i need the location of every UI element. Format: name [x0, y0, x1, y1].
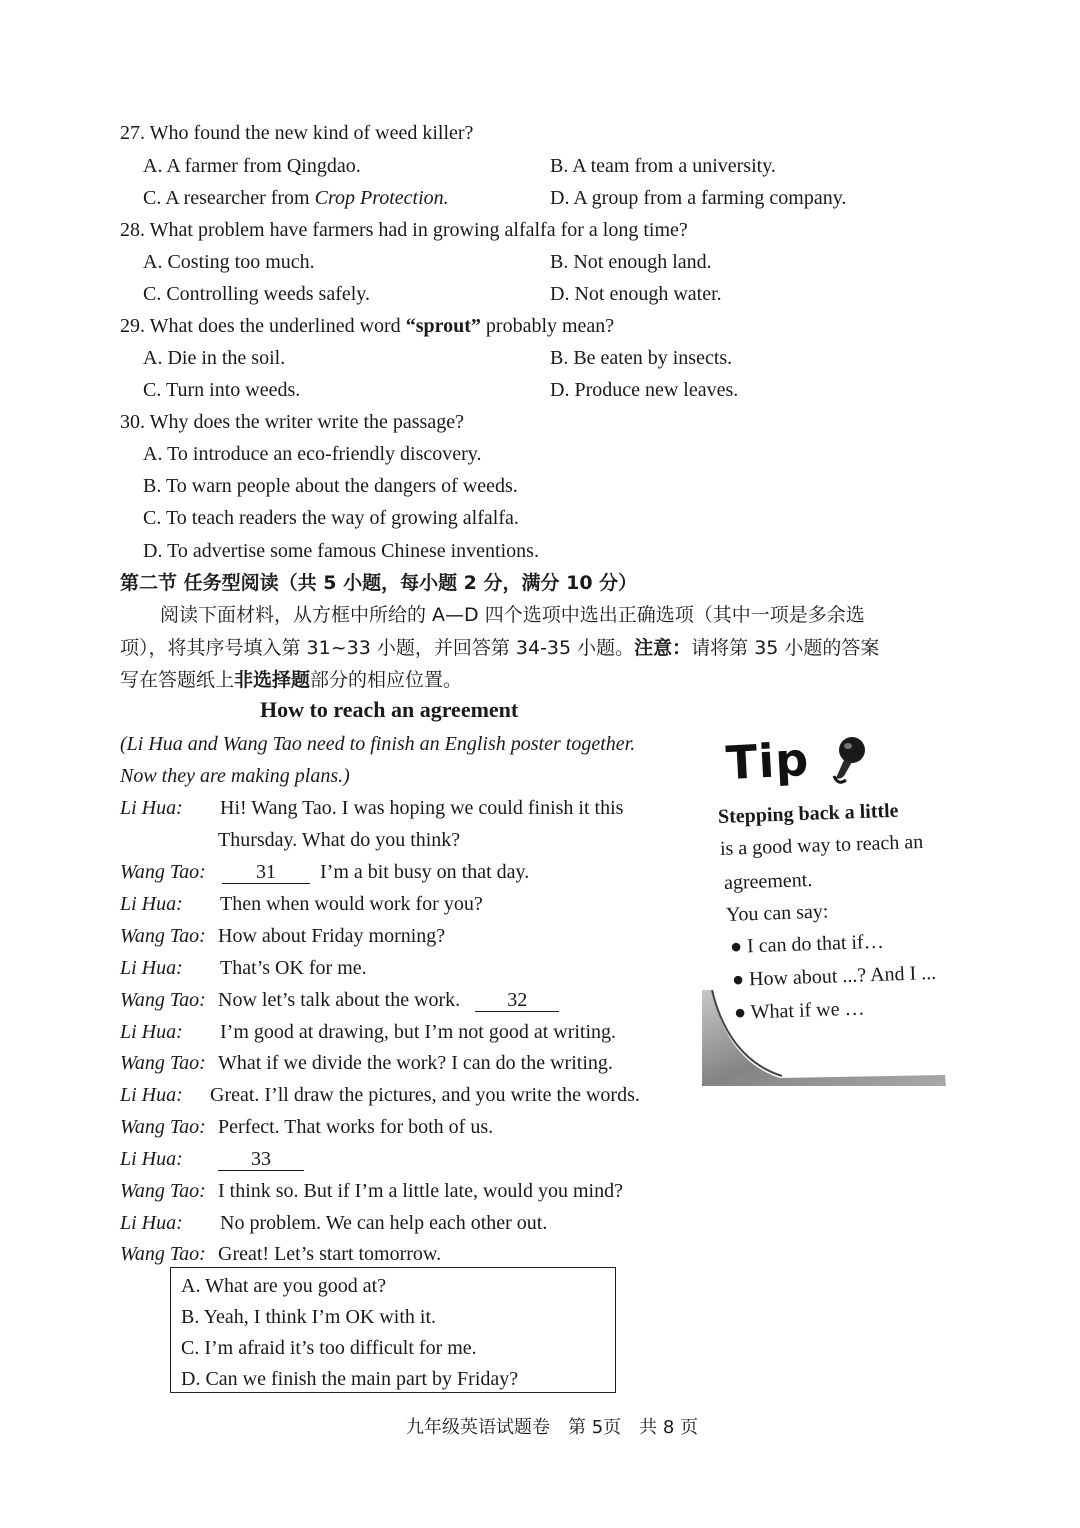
dialogue-line	[218, 1146, 304, 1172]
q27-option-c-italic: Crop Protection.	[314, 187, 449, 209]
question-29-stem	[120, 313, 614, 339]
dialogue-line: Great! Let’s start tomorrow.	[218, 1243, 442, 1265]
dialogue-speaker: Wang Tao:	[120, 1052, 206, 1074]
tip-line-3: agreement.	[723, 868, 813, 894]
instr3-post: 部分的相应位置。	[310, 669, 463, 691]
passage-intro-line1: (Li Hua and Wang Tao need to finish an English poster together.	[120, 733, 636, 755]
dialogue-line-text: Now let’s talk about the work.	[218, 989, 461, 1011]
dialogue-speaker: Li Hua:	[120, 797, 183, 819]
instr3-bold: 非选择题	[234, 669, 311, 691]
dialogue-line	[218, 987, 559, 1013]
dialogue-line: Thursday. What do you think?	[218, 829, 461, 851]
tip-line-2: is a good way to reach an	[719, 830, 924, 860]
dialogue-speaker: Li Hua:	[120, 1084, 183, 1106]
q30-option-d: D. To advertise some famous Chinese inventions.	[143, 540, 539, 562]
dialogue-line: That’s OK for me.	[220, 957, 367, 979]
q27-option-b: B. A team from a university.	[550, 155, 776, 177]
question-28-stem: 28. What problem have farmers had in growing alfalfa for a long time?	[120, 219, 688, 241]
dialogue-line: I’m good at drawing, but I’m not good at writing.	[220, 1021, 617, 1043]
tip-bullet-text: How about ...? And I ...	[748, 961, 937, 991]
dialogue-line: Great. I’ll draw the pictures, and you write the words.	[210, 1084, 640, 1106]
q29-stem-pre: 29. What does the underlined word	[120, 315, 406, 337]
passage-intro-line2: Now they are making plans.)	[120, 765, 350, 787]
tip-bullet-3	[734, 995, 865, 1026]
instr2-note: 注意：	[634, 637, 692, 659]
q27-option-c	[143, 185, 449, 211]
q28-option-d: D. Not enough water.	[550, 283, 722, 305]
q30-option-b: B. To warn people about the dangers of weeds.	[143, 475, 518, 497]
dialogue-speaker: Li Hua:	[120, 1212, 183, 1234]
section-instruction-line1: 阅读下面材料，从方框中所给的 A—D 四个选项中选出正确选项（其中一项是多余选	[160, 604, 865, 626]
dialogue-line	[222, 859, 529, 885]
q28-option-a: A. Costing too much.	[143, 251, 315, 273]
push-pin-icon	[826, 734, 870, 792]
dialogue-speaker: Wang Tao:	[120, 1116, 206, 1138]
question-27-stem: 27. Who found the new kind of weed killer?	[120, 122, 474, 144]
tip-bullet-2	[732, 960, 937, 993]
passage-title: How to reach an agreement	[260, 697, 519, 722]
dialogue-line: I think so. But if I’m a little late, would you mind?	[218, 1180, 623, 1202]
box-option-d: D. Can we finish the main part by Friday?	[181, 1368, 519, 1390]
q27-option-c-text: C. A researcher from	[143, 187, 315, 209]
q29-option-c: C. Turn into weeds.	[143, 379, 301, 401]
dialogue-line: Perfect. That works for both of us.	[218, 1116, 494, 1138]
page-footer: 九年级英语试题卷 第 5页 共 8 页	[406, 1417, 699, 1438]
question-30-stem: 30. Why does the writer write the passage?	[120, 411, 464, 433]
dialogue-speaker: Li Hua:	[120, 957, 183, 979]
box-option-c: C. I’m afraid it’s too difficult for me.	[181, 1337, 477, 1359]
q29-stem-post: probably mean?	[480, 315, 615, 337]
bullet-icon: ●	[729, 935, 748, 958]
box-option-b: B. Yeah, I think I’m OK with it.	[181, 1306, 436, 1328]
instr2-post: 请将第 35 小题的答案	[691, 637, 880, 659]
tip-note	[700, 720, 962, 1088]
tip-bullet-text: I can do that if…	[746, 930, 885, 958]
q29-option-b: B. Be eaten by insects.	[550, 347, 733, 369]
dialogue-speaker: Li Hua:	[120, 1148, 183, 1170]
section-instruction-line2	[120, 635, 879, 661]
q28-option-c: C. Controlling weeds safely.	[143, 283, 371, 305]
answer-blank-32[interactable]: 32	[475, 989, 559, 1012]
q29-option-d: D. Produce new leaves.	[550, 379, 739, 401]
dialogue-speaker: Wang Tao:	[120, 1180, 206, 1202]
dialogue-line: Hi! Wang Tao. I was hoping we could finish it this	[220, 797, 624, 819]
options-box	[170, 1267, 616, 1393]
q30-option-c: C. To teach readers the way of growing alfalfa.	[143, 507, 519, 529]
q27-option-a: A. A farmer from Qingdao.	[143, 155, 361, 177]
box-option-a: A. What are you good at?	[181, 1275, 387, 1297]
dialogue-line: No problem. We can help each other out.	[220, 1212, 548, 1234]
dialogue-line: How about Friday morning?	[218, 925, 446, 947]
dialogue-speaker: Wang Tao:	[120, 925, 206, 947]
instr3-pre: 写在答题纸上	[120, 669, 235, 691]
tip-line-4: You can say:	[725, 900, 829, 926]
instr2-pre: 项），将其序号填入第 31~33 小题，并回答第 34-35 小题。	[120, 637, 635, 659]
dialogue-line-text: I’m a bit busy on that day.	[320, 861, 530, 883]
dialogue-line: What if we divide the work? I can do the writing.	[218, 1052, 613, 1074]
q30-option-a: A. To introduce an eco-friendly discovery.	[143, 443, 482, 465]
section-heading: 第二节 任务型阅读（共 5 小题，每小题 2 分，满分 10 分）	[120, 572, 638, 594]
tip-bullet-text: What if we …	[750, 997, 865, 1024]
dialogue-speaker: Li Hua:	[120, 1021, 183, 1043]
q28-option-b: B. Not enough land.	[550, 251, 712, 273]
section-instruction-line3	[120, 667, 462, 693]
q29-stem-word: “sprout”	[405, 315, 481, 337]
dialogue-speaker: Wang Tao:	[120, 1243, 206, 1265]
tip-line-1: Stepping back a little	[717, 799, 899, 828]
dialogue-line: Then when would work for you?	[220, 893, 483, 915]
dialogue-speaker: Li Hua:	[120, 893, 183, 915]
bullet-icon: ●	[733, 1001, 752, 1024]
q27-option-d: D. A group from a farming company.	[550, 187, 847, 209]
q29-option-a: A. Die in the soil.	[143, 347, 286, 369]
tip-heading: Tip	[724, 731, 811, 791]
tip-bullet-1	[730, 929, 885, 960]
dialogue-speaker: Wang Tao:	[120, 861, 206, 883]
bullet-icon: ●	[731, 968, 750, 991]
dialogue-speaker: Wang Tao:	[120, 989, 206, 1011]
answer-blank-33[interactable]: 33	[218, 1148, 304, 1171]
answer-blank-31[interactable]: 31	[222, 861, 310, 884]
